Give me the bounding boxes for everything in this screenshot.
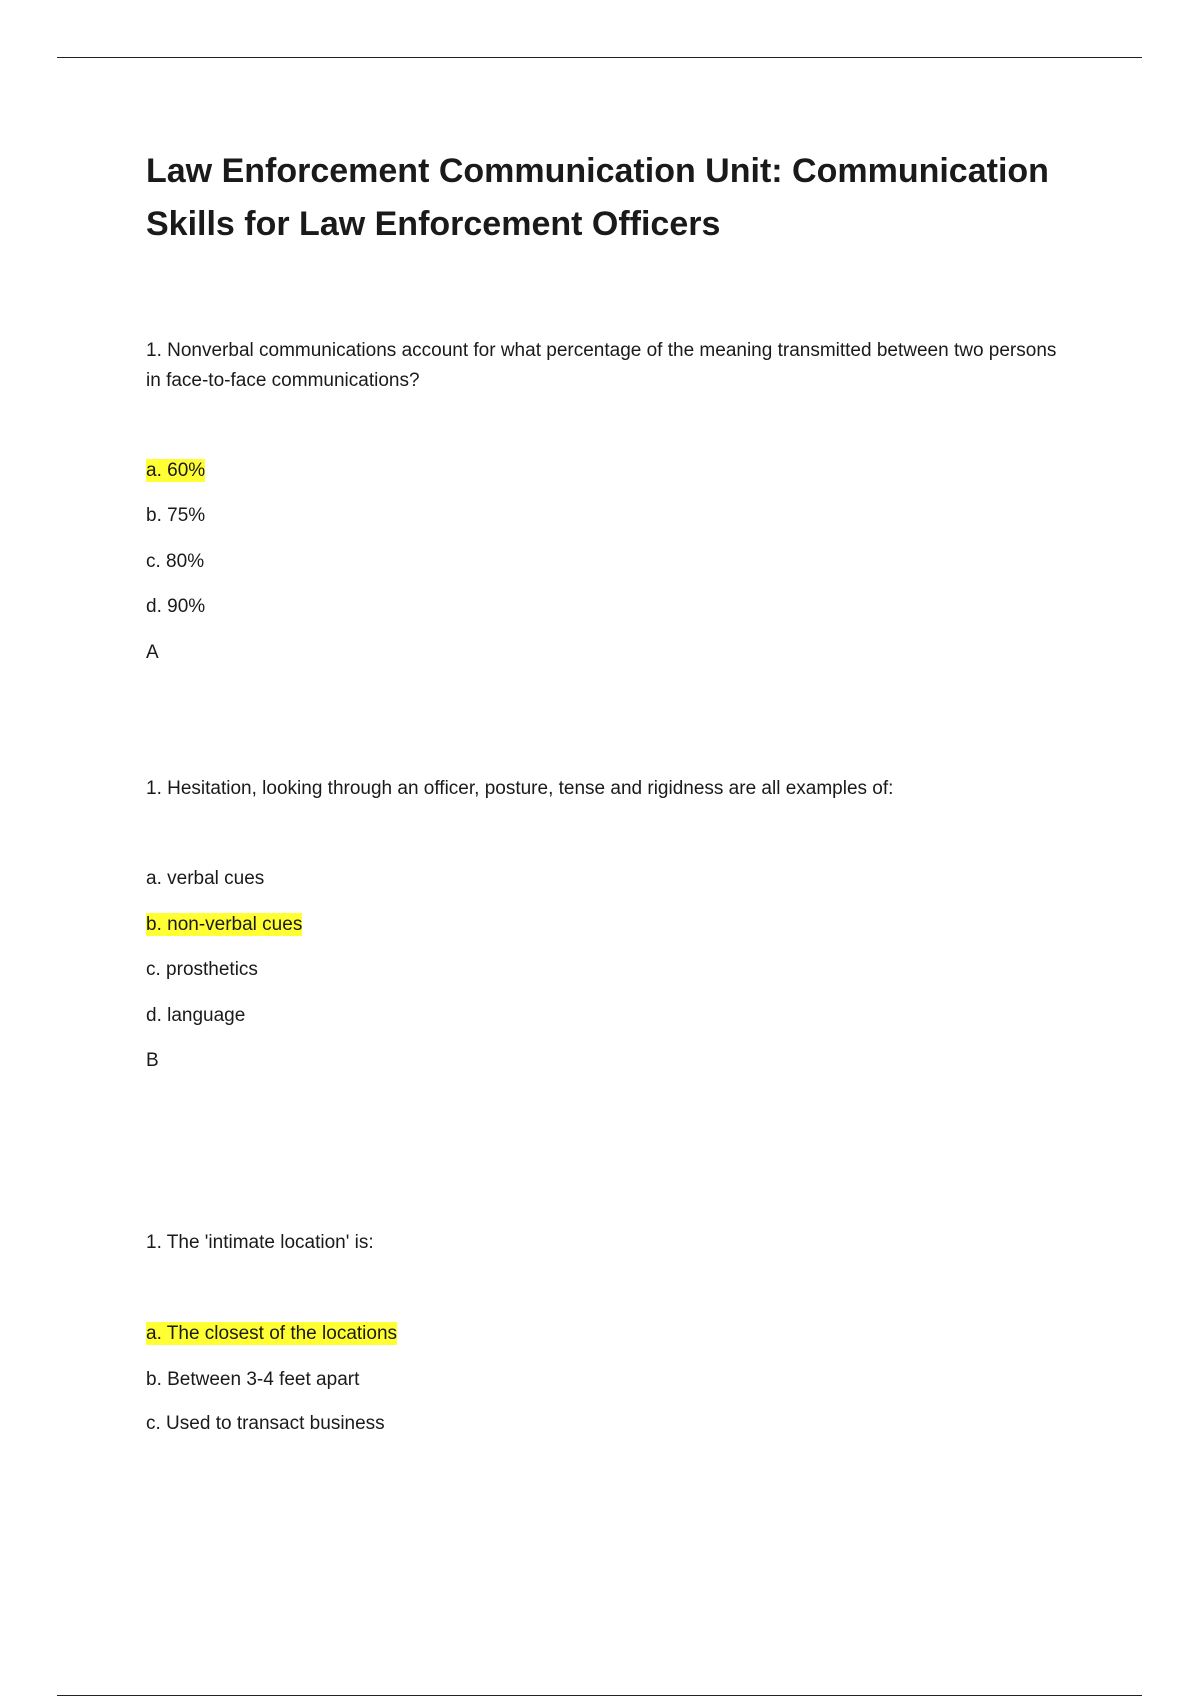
bottom-rule [57,1695,1142,1696]
highlighted-answer: b. non-verbal cues [146,914,303,935]
question-1-option-a [146,457,205,485]
question-2-option-a: a. verbal cues [146,868,265,889]
question-3-option-a [146,1320,397,1348]
question-2-option-c: c. prosthetics [146,959,258,980]
highlighted-answer: a. 60% [146,460,206,481]
question-3-text: 1. The 'intimate location' is: [146,1232,374,1253]
question-2-text: 1. Hesitation, looking through an officer, posture, tense and rigidness are all examples of: [146,778,894,799]
document-title: Law Enforcement Communication Unit: Communication Skills for Law Enforcement Officers [146,152,1049,243]
question-1-option-c: c. 80% [146,551,205,572]
highlighted-answer: a. The closest of the locations [146,1323,398,1344]
question-1-text: 1. Nonverbal communications account for what percentage of the meaning transmitted between two persons in face-to-face communications? [146,340,1057,391]
question-2-option-d: d. language [146,1005,246,1026]
question-3-option-c: c. Used to transact business [146,1413,385,1434]
question-1-option-b: b. 75% [146,505,206,526]
question-1-option-d: d. 90% [146,596,206,617]
top-rule [57,57,1142,58]
question-1-answer: A [146,642,159,663]
question-3-option-b: b. Between 3-4 feet apart [146,1369,360,1390]
question-2-answer: B [146,1050,159,1071]
question-2-option-b [146,911,302,939]
